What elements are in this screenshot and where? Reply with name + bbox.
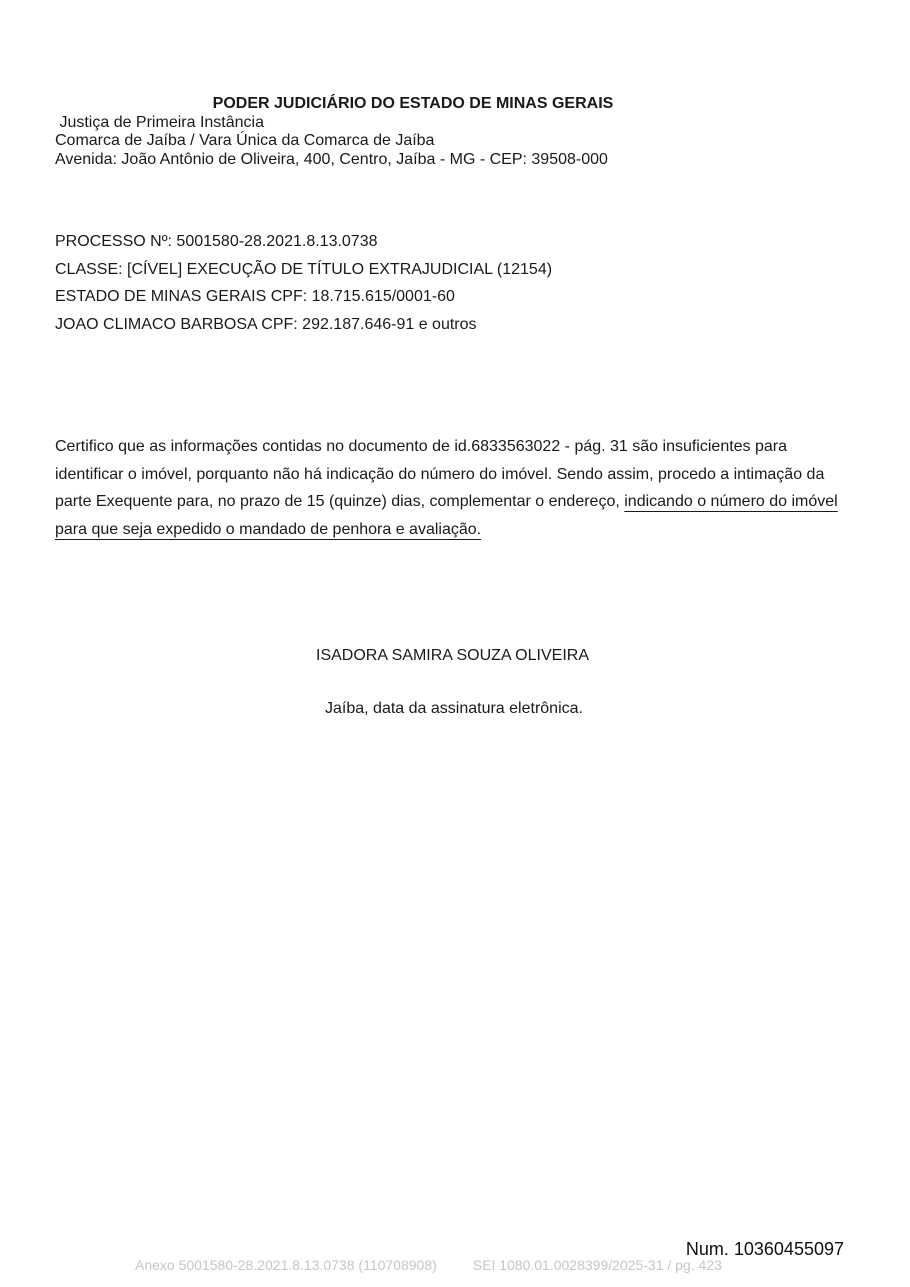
court-title: PODER JUDICIÁRIO DO ESTADO DE MINAS GERAIS [212,95,614,112]
comarca-line: Comarca de Jaíba / Vara Única da Comarca de Jaíba [55,132,435,149]
document-number: Num. 10360455097 [685,1239,844,1259]
signer-name: ISADORA SAMIRA SOUZA OLIVEIRA [316,647,589,664]
certificate-paragraph [55,433,855,544]
party-plaintiff: ESTADO DE MINAS GERAIS CPF: 18.715.615/0001-60 [55,288,455,306]
annex-reference: Anexo 5001580-28.2021.8.13.0738 (110708908) [135,1257,437,1273]
certificate-text: Certifico que as informações contidas no documento de id.6833563022 - pág. 31 são insuficientes para identificar o imóvel, porquanto não há indicação do número do imóvel. Sendo assim, procedo a intimação da parte Exequente para, no prazo de 15 (quinze) dias, complementar o endereço, [55,438,825,511]
certificate-underlined-text: indicando o número do imóvel para que seja expedido o mandado de penhora e avaliação. [55,493,838,539]
process-class: CLASSE: [CÍVEL] EXECUÇÃO DE TÍTULO EXTRAJUDICIAL (12154) [55,260,553,278]
process-number: PROCESSO Nº: 5001580-28.2021.8.13.0738 [55,233,378,250]
process-info [55,228,552,339]
address-line: Avenida: João Antônio de Oliveira, 400, Centro, Jaíba - MG - CEP: 39508-000 [55,150,608,168]
place-date: Jaíba, data da assinatura eletrônica. [325,700,583,717]
footer-watermark [135,1257,722,1273]
document-header [55,95,855,169]
instance-line: Justiça de Primeira Instância [55,113,264,131]
sei-reference: SEI 1080.01.0028399/2025-31 / pg. 423 [472,1257,722,1273]
party-defendant: JOAO CLIMACO BARBOSA CPF: 292.187.646-91 e outros [55,316,477,334]
